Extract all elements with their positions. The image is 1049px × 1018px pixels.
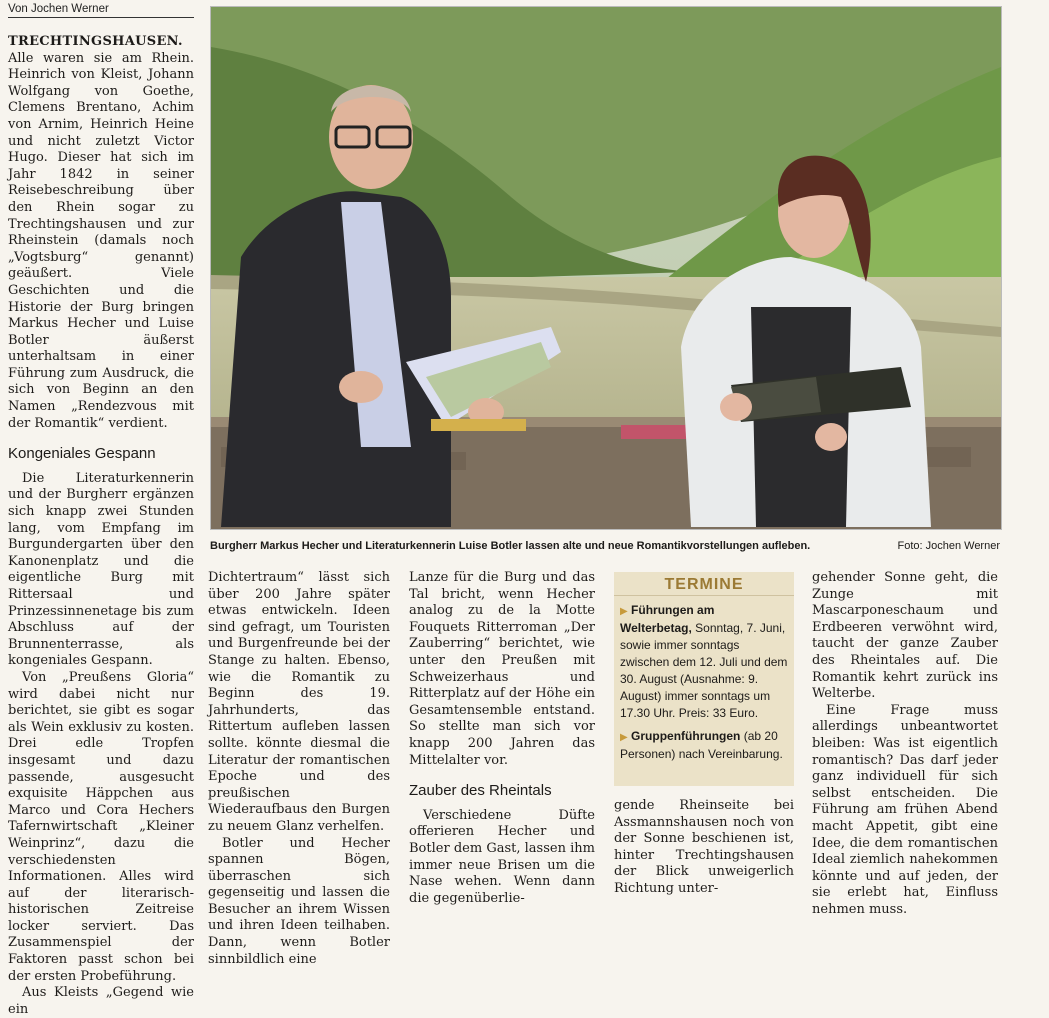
triangle-bullet-icon: ▶: [620, 732, 628, 743]
paragraph: Dichtertraum“ lässt sich über 200 Jahre später etwas entwickeln. Ideen sind gefragt, um Touristen und Burgenfreunde bei der Stange zu halten. Ebenso, wie die Romantik zu Beginn des 19. Jahrhunderts, das Rittertum aufleben lassen sollte. könnte diesmal die Literatur der romantischen Epoche und des preußischen Wiederaufbaus den Burgen zu neuem Glanz verhelfen.: [208, 570, 390, 834]
article-column-4: [614, 798, 794, 898]
termine-item-1-text: Sonntag, 7. Juni, sowie immer sonntags zwischen dem 12. Juli und dem 30. August (Ausnahme: 9. August) immer sonntags um 17.30 Uhr. Preis: 33 Euro.: [620, 621, 788, 720]
photo-illustration: [211, 7, 1001, 529]
paragraph: Die Literaturkennerin und der Burgherr ergänzen sich knapp zwei Stunden lang, vom Empfang im Burgundergarten über den Kanonenplatz und die eigentliche Burg mit Rittersaal und Prinzessinnenetage bis zum Abschluss auf der Brunnenterrasse, als kongeniales Gespann.: [8, 470, 194, 669]
intro-paragraph: [8, 34, 194, 432]
termine-item-1-bold: Führungen am Welterbetag,: [620, 603, 715, 635]
paragraph: Botler und Hecher spannen Bögen, überraschen sich gegenseitig und lassen die Besucher an ihrem Wissen und ihren Ideen teilhaben. Dann, wenn Botler sinnbildlich eine: [208, 835, 390, 967]
intro-text: Alle waren sie am Rhein. Heinrich von Kleist, Johann Wolfgang von Goethe, Clemens Brentano, Achim von Arnim, Heinrich Heine und nicht zuletzt Victor Hugo. Dieser hat sich im Jahr 1842 in seiner Reisebeschreibung über den Rhein sogar zu Trechtingshausen und zur Rheinstein (damals noch „Vogtsburg“ genannt) geäußert. Viele Geschichten und die Historie der Burg bringen Markus Hecher und Luise Botler äußerst unterhaltsam in einer Führung zum Ausdruck, die sich von Beginn an den Namen „Rendezvous mit der Romantik“ verdient.: [8, 50, 194, 431]
termine-item-gruppen: [620, 728, 788, 763]
article-photo: [210, 6, 1002, 530]
paragraph: Von „Preußens Gloria“ wird dabei nicht nur berichtet, sie gibt es sogar als Wein exklusiv zu kosten. Drei edle Tropfen insgesamt und dazu passende, ausgesucht exquisite Häppchen aus Marco und Cora Hechers Tafernwirtschaft „Kleiner Weinprinz“, dazu die verschiedensten Informationen. Alles wird auf der literarisch-historischen Zeitreise locker serviert. Das Zusammenspiel der Faktoren passt schon bei der ersten Probeführung.: [8, 669, 194, 984]
termine-item-2-text: (ab 20 Personen) nach Vereinbarung.: [620, 729, 783, 761]
byline: Von Jochen Werner: [8, 3, 194, 18]
article-column-2: [208, 570, 390, 968]
dateline: TRECHTINGSHAUSEN.: [8, 34, 183, 49]
article-column-3: [409, 570, 595, 907]
caption-text: Burgherr Markus Hecher und Literaturkennerin Luise Botler lassen alte und neue Romantikvorstellungen aufleben.: [210, 540, 811, 552]
article-column-5: [812, 570, 998, 918]
photo-credit: Foto: Jochen Werner: [897, 540, 1000, 552]
triangle-bullet-icon: ▶: [620, 606, 628, 617]
paragraph: Verschiedene Düfte offerieren Hecher und Botler dem Gast, lassen ihm immer neue Brisen um die Nase wehen. Wenn dann die gegenüberlie-: [409, 807, 595, 906]
subhead-zauber-des-rheintals: Zauber des Rheintals: [409, 782, 552, 800]
subhead-kongeniales-gespann: Kongeniales Gespann: [8, 445, 156, 463]
paragraph: gehender Sonne geht, die Zunge mit Mascarponeschaum und Erdbeeren verwöhnt wird, taucht der ganze Zauber des Rheintales auf. Die Romantik kehrt zurück ins Welterbe.: [812, 570, 998, 702]
termine-title: TERMINE: [614, 572, 794, 596]
termine-item-2-bold: Gruppenführungen: [631, 729, 741, 743]
termine-box: [614, 572, 794, 786]
article-column-1: [8, 34, 194, 1018]
paragraph: Lanze für die Burg und das Tal bricht, wenn Hecher analog zu de la Motte Fouquets Ritterroman „Der Zauberring“ berichtet, wie unter den Preußen mit Schweizerhaus und Ritterplatz auf der Höhe ein Gesamtensemble entstand. So stellte man sich vor knapp 200 Jahren das Mittelalter vor.: [409, 570, 595, 768]
paragraph: gende Rheinseite bei Assmannshausen noch von der Sonne beschienen ist, hinter Trechtingshausen der Blick unweigerlich Richtung unter-: [614, 798, 794, 896]
photo-caption: [210, 540, 1000, 552]
paragraph: Eine Frage muss allerdings unbeantwortet bleiben: Was ist eigentlich romantisch? Das darf jeder ganz individuell für sich selbst entscheiden. Die Führung am frühen Abend macht Appetit, gibt eine Idee, die dem romantischen Ideal ziemlich nahekommen könnte und auf jeden, der sie erlebt hat, Einfluss nehmen muss.: [812, 702, 998, 917]
paragraph: Aus Kleists „Gegend wie ein: [8, 985, 194, 1017]
termine-item-fuehrungen: [620, 602, 788, 722]
